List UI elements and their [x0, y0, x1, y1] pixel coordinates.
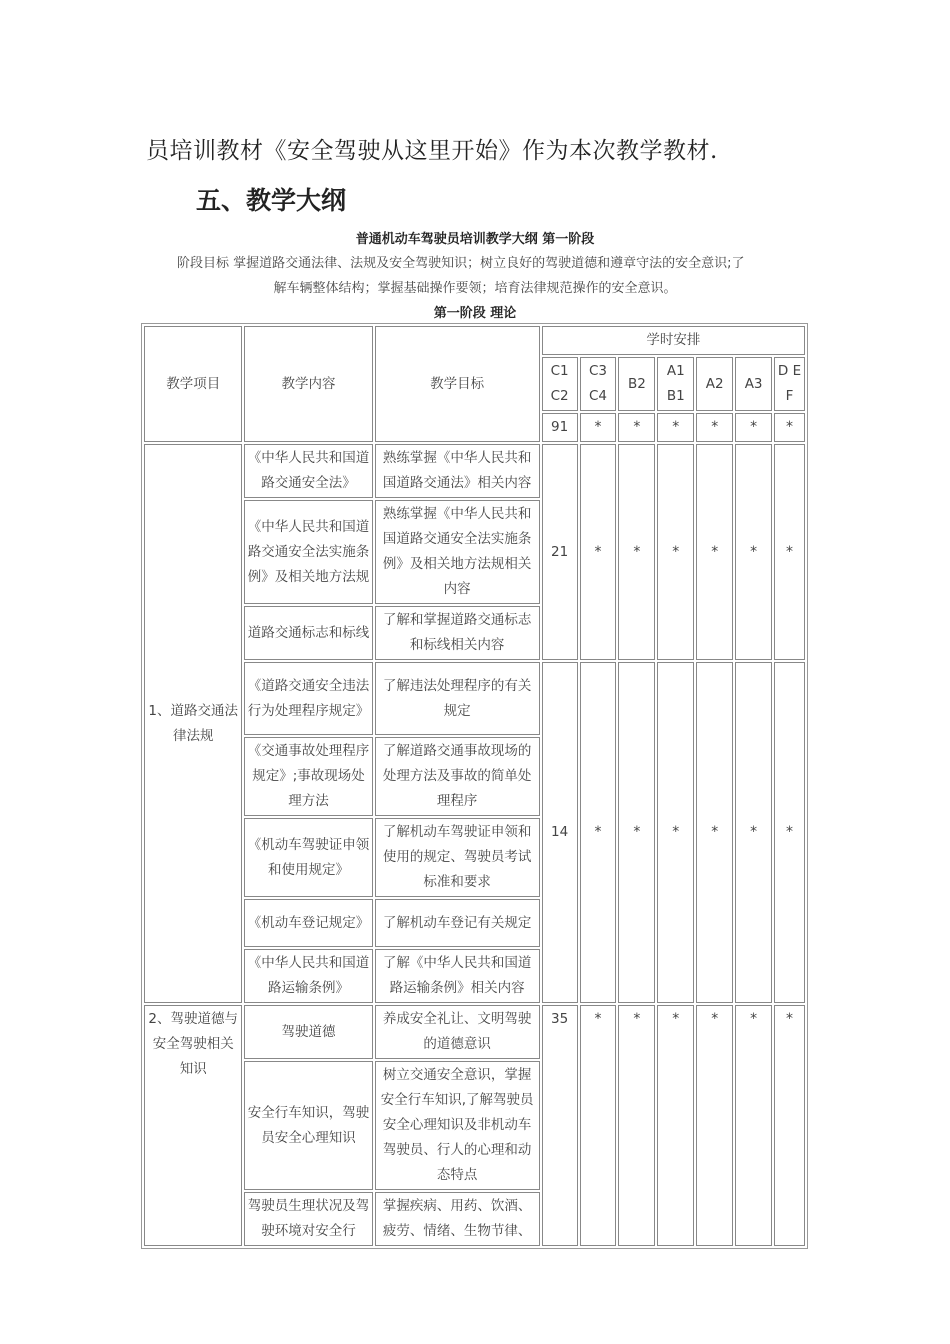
content-cell: 《道路交通安全违法行为处理程序规定》 [244, 662, 372, 735]
header-hours: 学时安排 [542, 326, 805, 355]
mark-cell: * [696, 662, 733, 1003]
section-heading: 五、教学大纲 [196, 186, 347, 215]
mark-cell: * [696, 444, 733, 660]
goal-cell: 熟练掌握《中华人民共和国道路交通安全法实施条例》及相关地方法规相关内容 [375, 500, 540, 604]
goal-cell: 了解违法处理程序的有关规定 [375, 662, 540, 735]
total-mark: * [580, 413, 617, 442]
mark-cell: * [774, 1005, 805, 1246]
mark-cell: * [618, 444, 655, 660]
content-cell: 《机动车驾驶证申领和使用规定》 [244, 818, 372, 897]
mark-cell: * [580, 444, 617, 660]
content-cell: 驾驶员生理状况及驾驶环境对安全行 [244, 1192, 372, 1246]
mark-cell: * [735, 444, 772, 660]
class-a2: A2 [696, 357, 733, 411]
syllabus-table [141, 323, 808, 1249]
mark-cell: * [657, 444, 694, 660]
content-cell: 安全行车知识，驾驶员安全心理知识 [244, 1061, 372, 1190]
mark-cell: * [735, 662, 772, 1003]
goal-cell: 熟练掌握《中华人民共和国道路交通法》相关内容 [375, 444, 540, 498]
content-cell: 驾驶道德 [244, 1005, 372, 1059]
mark-cell: * [774, 662, 805, 1003]
intro-text: 员培训教材《安全驾驶从这里开始》作为本次教学教材. [146, 138, 718, 164]
stage-goal-line1: 阶段目标 掌握道路交通法律、法规及安全驾驶知识；树立良好的驾驶道德和遵章守法的安全意识;了 [177, 256, 745, 271]
header-content: 教学内容 [244, 326, 372, 442]
mark-cell: * [580, 662, 617, 1003]
mark-cell: * [696, 1005, 733, 1246]
goal-cell: 掌握疾病、用药、饮酒、疲劳、情绪、生物节律、 [375, 1192, 540, 1246]
class-def: D E F [774, 357, 805, 411]
mark-cell: * [618, 662, 655, 1003]
hours-cell: 14 [542, 662, 578, 1003]
content-cell: 《中华人民共和国道路交通安全法实施条例》及相关地方法规 [244, 500, 372, 604]
content-cell: 《交通事故处理程序规定》;事故现场处理方法 [244, 737, 372, 816]
total-mark: * [735, 413, 772, 442]
mark-cell: * [657, 1005, 694, 1246]
total-hours: 91 [542, 413, 578, 442]
goal-cell: 了解道路交通事故现场的处理方法及事故的简单处理程序 [375, 737, 540, 816]
mark-cell: * [735, 1005, 772, 1246]
total-mark: * [618, 413, 655, 442]
hours-cell: 35 [542, 1005, 578, 1246]
header-item: 教学项目 [144, 326, 242, 442]
section1-item: 1、道路交通法律法规 [144, 444, 242, 1003]
header-goal: 教学目标 [375, 326, 540, 442]
goal-cell: 了解和掌握道路交通标志和标线相关内容 [375, 606, 540, 660]
goal-cell: 了解机动车驾驶证申领和使用的规定、驾驶员考试标准和要求 [375, 818, 540, 897]
mark-cell: * [774, 444, 805, 660]
class-c3c4: C3 C4 [580, 357, 617, 411]
section2-item: 2、驾驶道德与安全驾驶相关知识 [144, 1005, 242, 1246]
goal-cell: 了解《中华人民共和国道路运输条例》相关内容 [375, 949, 540, 1003]
content-cell: 《中华人民共和国道路运输条例》 [244, 949, 372, 1003]
total-mark: * [657, 413, 694, 442]
class-c1c2: C1 C2 [542, 357, 578, 411]
content-cell: 《机动车登记规定》 [244, 899, 372, 947]
outline-title: 普通机动车驾驶员培训教学大纲 第一阶段 [355, 232, 595, 247]
table-caption: 第一阶段 理论 [433, 306, 517, 321]
stage-goal-line2: 解车辆整体结构；掌握基础操作要领；培育法律规范操作的安全意识。 [273, 281, 677, 296]
class-b2: B2 [618, 357, 655, 411]
content-cell: 《中华人民共和国道路交通安全法》 [244, 444, 372, 498]
class-a3: A3 [735, 357, 772, 411]
total-mark: * [696, 413, 733, 442]
goal-cell: 树立交通安全意识，掌握安全行车知识,了解驾驶员安全心理知识及非机动车驾驶员、行人的心理和动态特点 [375, 1061, 540, 1190]
mark-cell: * [618, 1005, 655, 1246]
hours-cell: 21 [542, 444, 578, 660]
goal-cell: 养成安全礼让、文明驾驶的道德意识 [375, 1005, 540, 1059]
mark-cell: * [580, 1005, 617, 1246]
class-a1b1: A1 B1 [657, 357, 694, 411]
mark-cell: * [657, 662, 694, 1003]
goal-cell: 了解机动车登记有关规定 [375, 899, 540, 947]
content-cell: 道路交通标志和标线 [244, 606, 372, 660]
total-mark: * [774, 413, 805, 442]
